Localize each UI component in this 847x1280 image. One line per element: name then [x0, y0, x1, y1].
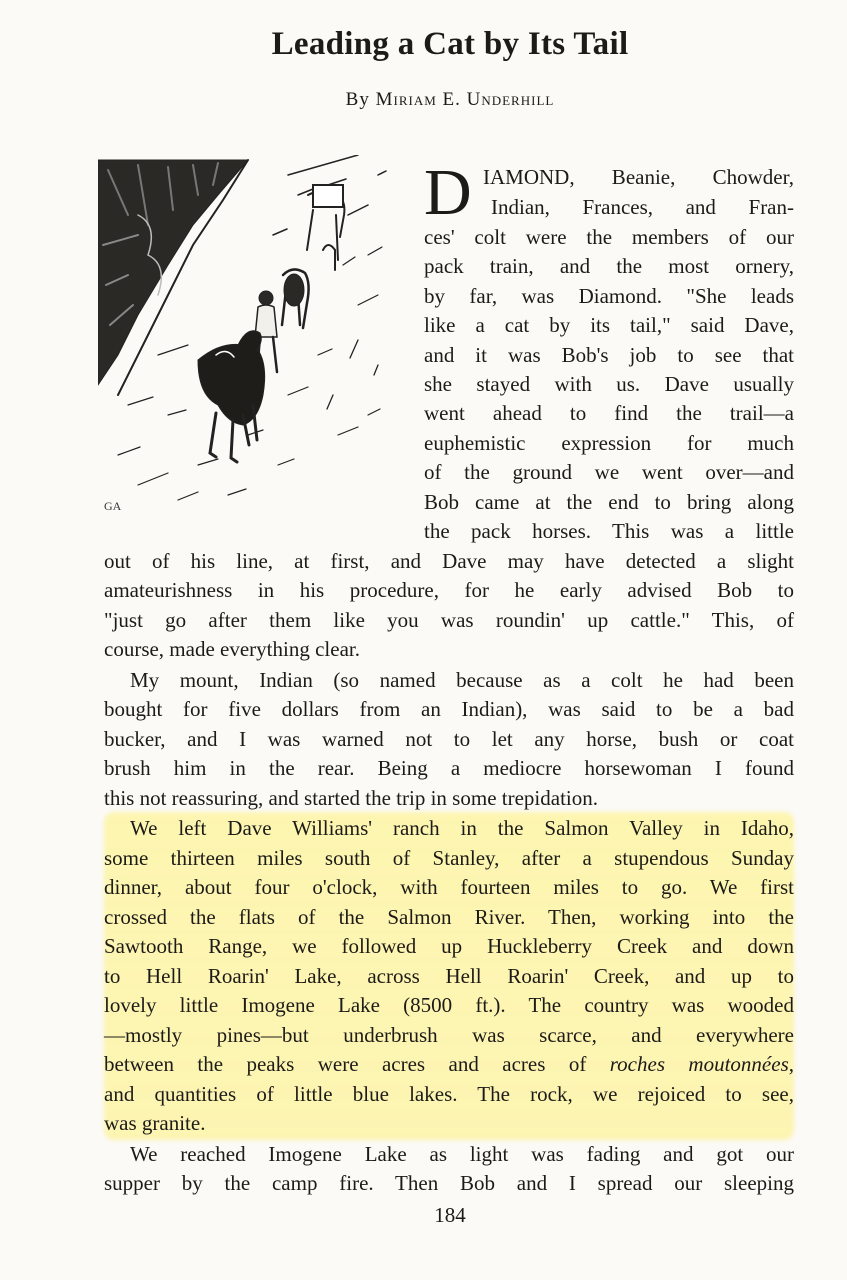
- text-line: —mostly pines—but underbrush was scarce, and everywhere: [104, 1023, 794, 1047]
- text-line: IAMOND, Beanie, Chowder,: [483, 165, 794, 189]
- text-line: of the ground we went over—and: [424, 460, 794, 484]
- text-line: out of his line, at first, and Dave may have detected a slight: [104, 549, 794, 573]
- text-line: and it was Bob's job to see that: [424, 343, 794, 367]
- text-line: some thirteen miles south of Stanley, after a stupendous Sunday: [104, 846, 794, 870]
- article-title: Leading a Cat by Its Tail: [271, 26, 629, 62]
- text-line: pack train, and the most ornery,: [424, 254, 794, 278]
- text-line: course, made everything clear.: [104, 637, 360, 661]
- text-line: Indian, Frances, and Fran-: [491, 195, 794, 219]
- byline-prefix: By: [345, 89, 370, 110]
- text-line: like a cat by its tail," said Dave,: [424, 313, 794, 337]
- author-name: Miriam E. Underhill: [375, 89, 555, 110]
- text-line: bought for five dollars from an Indian), was said to be a bad: [104, 697, 794, 721]
- text-line: went ahead to find the trail—a: [424, 401, 794, 425]
- text-line: the pack horses. This was a little: [424, 519, 794, 543]
- drop-cap: D: [424, 156, 472, 229]
- text-line: dinner, about four o'clock, with fourteen miles to go. We first: [104, 875, 794, 899]
- text-line: between the peaks were acres and acres of roches moutonnées,: [104, 1052, 794, 1076]
- text-line: supper by the camp fire. Then Bob and I spread our sleeping: [104, 1171, 794, 1195]
- text-line: and quantities of little blue lakes. The rock, we rejoiced to see,: [104, 1082, 794, 1106]
- text-line: "just go after them like you was roundin' up cattle." This, of: [104, 608, 794, 632]
- text-line: this not reassuring, and started the trip in some trepidation.: [104, 786, 598, 810]
- pack-train-illustration: [98, 155, 400, 527]
- text-line: bucker, and I was warned not to let any horse, bush or coat: [104, 727, 794, 751]
- page-number: 184: [434, 1203, 466, 1227]
- italic-phrase: roches moutonnées: [609, 1052, 789, 1076]
- text-line: My mount, Indian (so named because as a colt he had been: [130, 668, 794, 692]
- text-line: We left Dave Williams' ranch in the Salmon Valley in Idaho,: [130, 816, 794, 840]
- text-line: Sawtooth Range, we followed up Huckleberry Creek and down: [104, 934, 794, 958]
- text-line: Bob came at the end to bring along: [424, 490, 794, 514]
- text-line: by far, was Diamond. "She leads: [424, 284, 794, 308]
- text-line: amateurishness in his procedure, for he early advised Bob to: [104, 578, 794, 602]
- text-line: euphemistic expression for much: [424, 431, 794, 455]
- text-line: crossed the flats of the Salmon River. Then, working into the: [104, 905, 794, 929]
- text-line: lovely little Imogene Lake (8500 ft.). The country was wooded: [104, 993, 794, 1017]
- illustrator-signature: GA: [104, 499, 122, 513]
- byline: [0, 89, 847, 111]
- text-line: to Hell Roarin' Lake, across Hell Roarin' Creek, and up to: [104, 964, 794, 988]
- text-line: brush him in the rear. Being a mediocre horsewoman I found: [104, 756, 794, 780]
- text-line: ces' colt were the members of our: [424, 225, 794, 249]
- text-line: she stayed with us. Dave usually: [424, 372, 794, 396]
- text-line: We reached Imogene Lake as light was fading and got our: [130, 1142, 794, 1166]
- text-line: was granite.: [104, 1111, 206, 1135]
